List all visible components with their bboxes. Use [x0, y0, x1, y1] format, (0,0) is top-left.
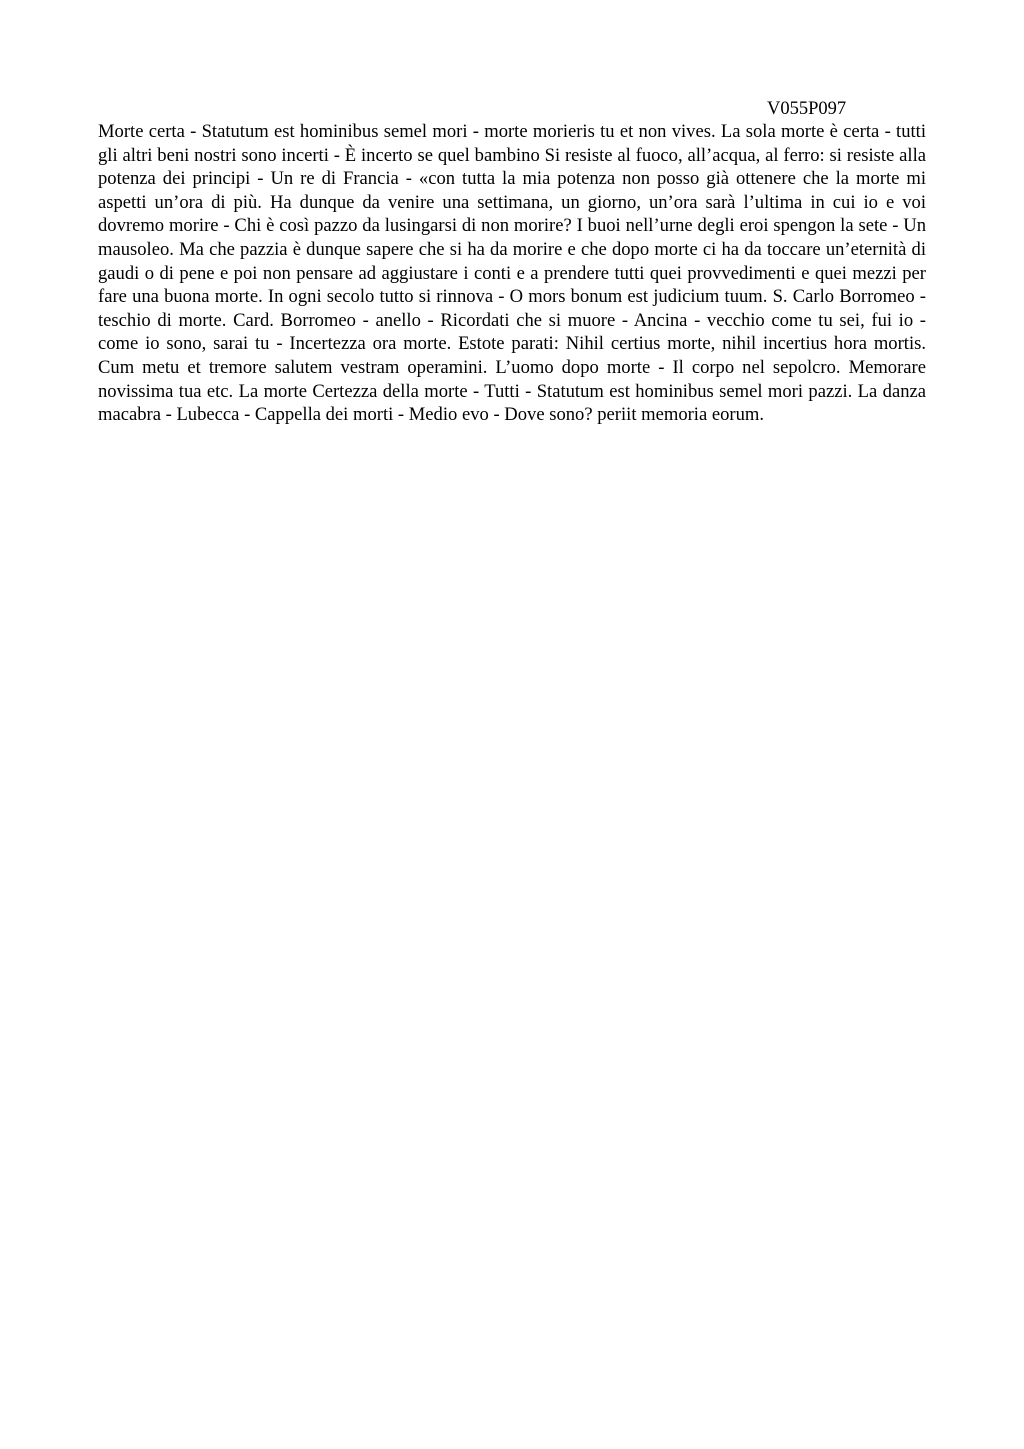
body-paragraph: Morte certa - Statutum est hominibus semel mori - morte morieris tu et non vives. La sola morte è certa - tutti gli altri beni nostri sono incerti - È incerto se quel bambino Si resiste al fuoco, all’acqua, al ferro: si resiste alla potenza dei principi - Un re di Francia - «con tutta la mia potenza non posso già ottenere che la morte mi aspetti un’ora di più. Ha dunque da venire una settimana, un giorno, un’ora sarà l’ultima in cui io e voi dovremo morire - Chi è così pazzo da lusingarsi di non morire? I buoi nell’urne degli eroi spengon la sete - Un mausoleo. Ma che pazzia è dunque sapere che si ha da morire e che dopo morte ci ha da toccare un’eternità di gaudi o di pene e poi non pensare ad aggiustare i conti e a prendere tutti quei provvedimenti e quei mezzi per fare una buona morte. In ogni secolo tutto si rinnova - O mors bonum est judicium tuum. S. Carlo Borromeo - teschio di morte. Card. Borromeo - anello - Ricordati che si muore - Ancina - vecchio come tu sei, fui io - come io sono, sarai tu - Incertezza ora morte. Estote parati: Nihil certius morte, nihil incertius hora mortis. Cum metu et tremore salutem vestram operamini. L’uomo dopo morte - Il corpo nel sepolcro. Memorare novissima tua etc. La morte Certezza della morte - Tutti - Statutum est hominibus semel mori pazzi. La danza macabra - Lubecca - Cappella dei morti - Medio evo - Dove sono? periit memoria eorum.: [98, 121, 926, 426]
page-code: V055P097: [767, 99, 847, 119]
